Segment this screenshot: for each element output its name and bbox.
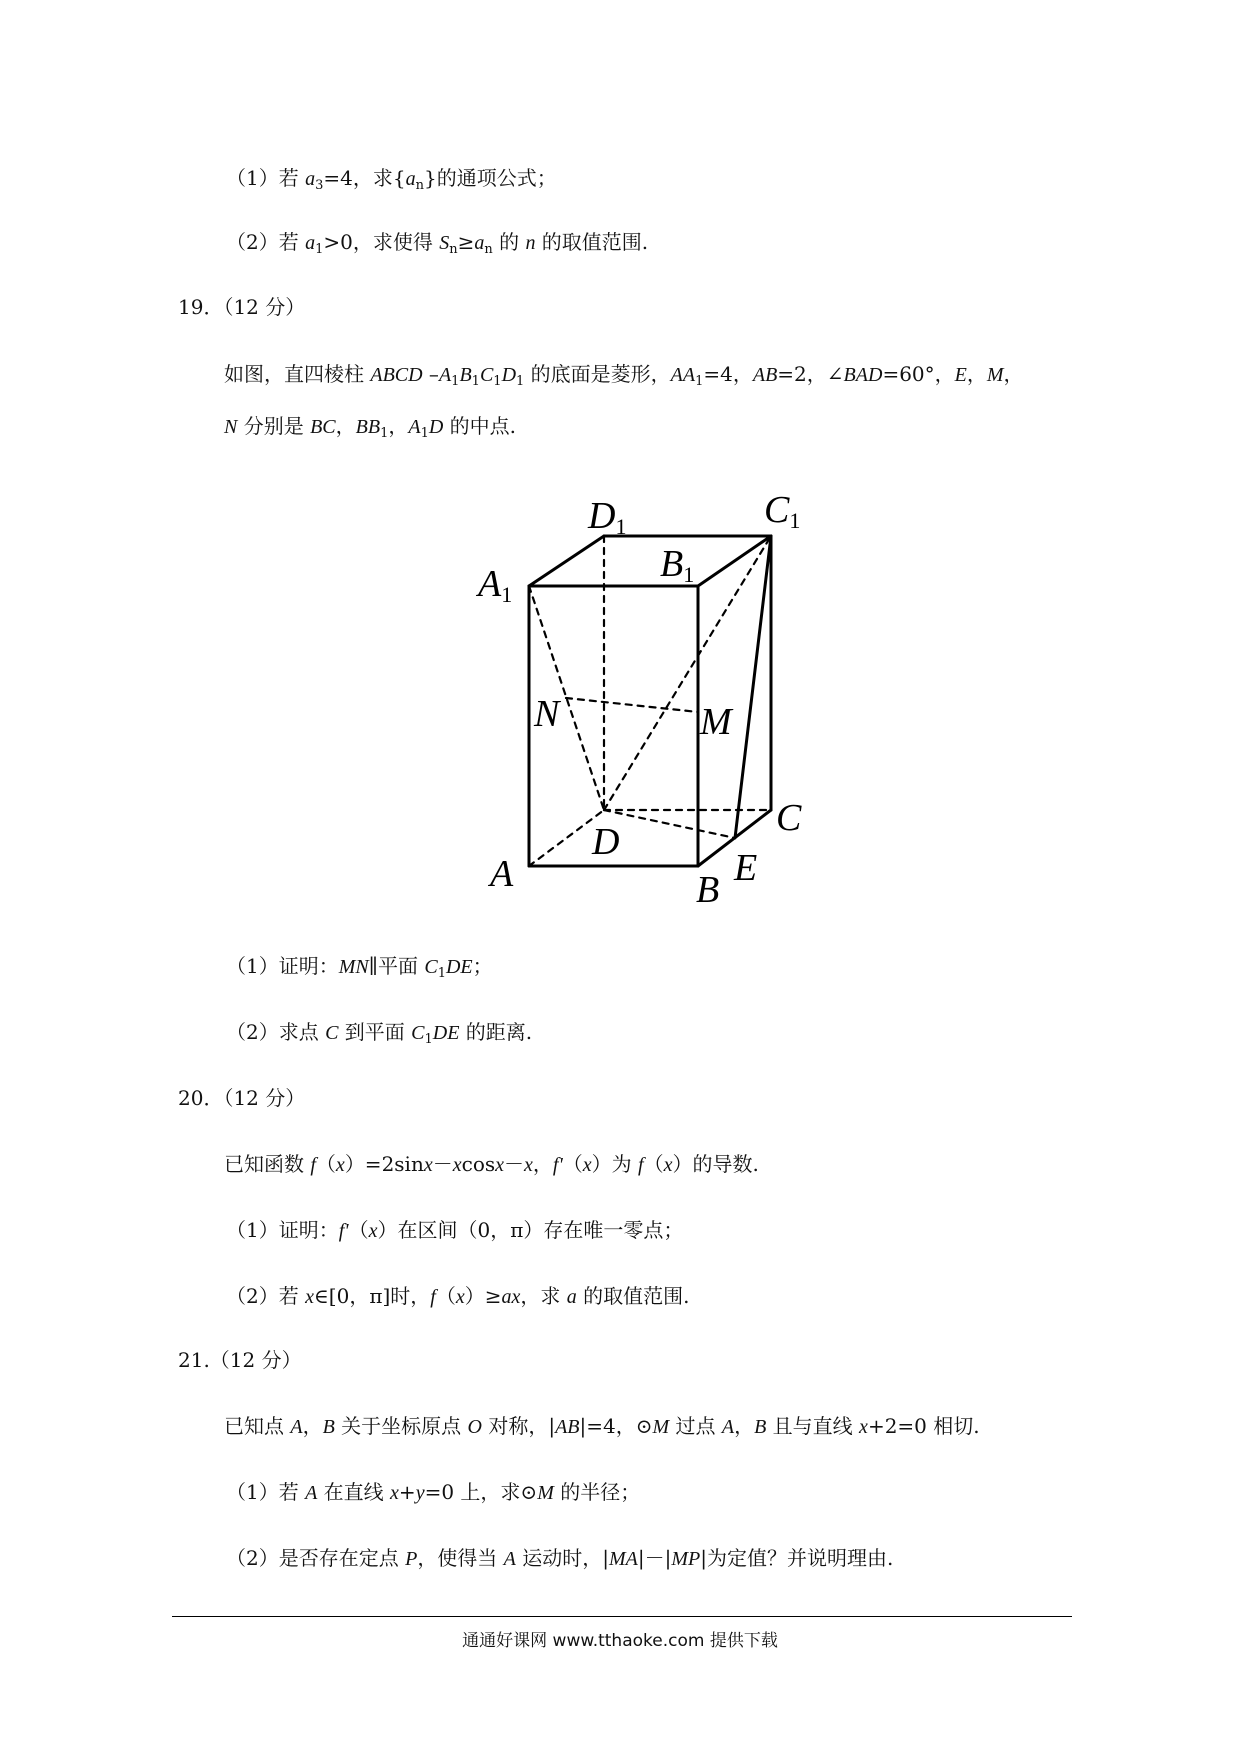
q21-part1: （1）若 A 在直线 x+y=0 上，求⊙M 的半径； <box>226 1480 641 1504</box>
label-d: D <box>592 821 620 863</box>
label-b1: B1 <box>660 543 695 587</box>
q20-part2: （2）若 x∈[0，π]时，f（x）≥ax，求 a 的取值范围. <box>226 1284 690 1308</box>
q20-part1: （1）证明：f'（x）在区间（0，π）存在唯一零点； <box>226 1218 684 1242</box>
label-a: A <box>490 853 514 895</box>
edge-nm <box>566 698 698 712</box>
label-n: N <box>534 693 560 735</box>
q21-header: 21.（12 分） <box>178 1348 302 1372</box>
label-c1: C1 <box>764 489 801 533</box>
edge-d1a1 <box>529 536 604 586</box>
q21-stem: 已知点 A，B 关于坐标原点 O 对称，|AB|=4，⊙M 过点 A，B 且与直线 x+2=0 相切. <box>224 1414 980 1438</box>
q19-stem-line2: N 分别是 BC，$BB_1$，$A_1D$ 的中点. <box>224 414 517 441</box>
edge-b1c1 <box>698 536 771 586</box>
edge-c1e <box>735 536 771 838</box>
q19-part2: （2）求点 C 到平面 $C_1DE$ 的距离. <box>226 1020 533 1047</box>
q21-part2: （2）是否存在定点 P，使得当 A 运动时，|MA|－|MP|为定值？并说明理由. <box>226 1546 894 1570</box>
q19-stem-line1: 如图，直四棱柱 ABCD $-A_1B_1C_1D_1$ 的底面是菱形，$AA_1=4$，AB=2，∠BAD=60°，E，M， <box>224 362 1024 389</box>
q18-part1: （1）若 $a_3=4$，求$\{a_n\}$的通项公式； <box>226 166 557 193</box>
footer-text: 通通好课网 www.tthaoke.com 提供下载 <box>462 1631 778 1651</box>
label-d1: D1 <box>588 495 627 539</box>
label-e: E <box>734 847 758 889</box>
label-a1: A1 <box>478 563 513 607</box>
q20-stem: 已知函数 f（x）=2sinx－xcosx－x，f'（x）为 f（x）的导数. <box>224 1152 759 1176</box>
q19-part1: （1）证明：MN∥平面 $C_1DE$； <box>226 954 493 981</box>
footer-divider <box>172 1616 1072 1617</box>
label-m: M <box>700 701 732 743</box>
q18-part2: （2）若 $a_1>0$，求使得 $S_n\ge a_n$ 的 n 的取值范围. <box>226 230 649 257</box>
edge-de <box>604 810 735 838</box>
prism-solid-edges <box>529 536 771 866</box>
q20-header: 20．（12 分） <box>178 1086 306 1110</box>
label-c: C <box>776 797 802 839</box>
label-b: B <box>696 869 720 911</box>
q19-header: 19．（12 分） <box>178 295 306 319</box>
prism-figure <box>460 480 830 920</box>
